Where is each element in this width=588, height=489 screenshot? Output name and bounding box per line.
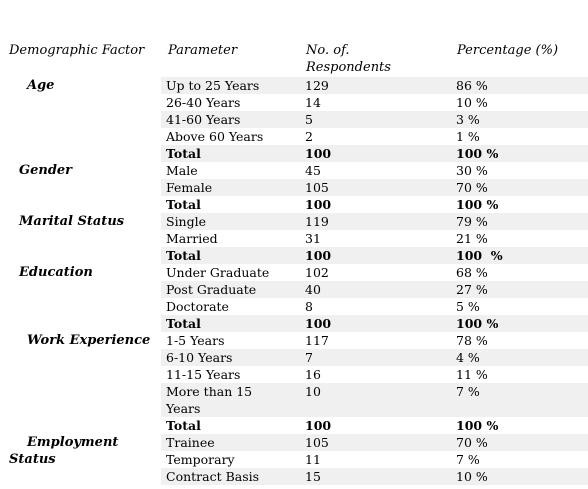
percentage-cell: 4 % (456, 350, 480, 365)
table-row-total (161, 247, 588, 264)
respondents-cell: 31 (305, 231, 321, 246)
parameter-cell: Up to 25 Years (166, 78, 260, 93)
respondents-cell: 45 (305, 163, 321, 178)
table-row-total (161, 196, 588, 213)
parameter-cell: Above 60 Years (166, 129, 264, 144)
respondents-cell: 100 (305, 146, 332, 161)
table-row (161, 434, 588, 451)
parameter-cell: Male (166, 163, 198, 178)
table-row (161, 264, 588, 281)
table-row (161, 94, 588, 111)
factor-gender: Gender (19, 163, 73, 178)
parameter-cell: Married (166, 231, 218, 246)
parameter-cell: Post Graduate (166, 282, 257, 297)
percentage-cell: 1 % (456, 129, 480, 144)
header-percentage: Percentage (%) (457, 43, 559, 58)
respondents-cell: 129 (305, 78, 329, 93)
factor-education: Education (19, 265, 93, 280)
respondents-cell: 8 (305, 299, 313, 314)
percentage-cell: 11 % (456, 367, 488, 382)
table-row (161, 366, 588, 383)
percentage-cell: 10 % (456, 469, 488, 484)
parameter-cell: Total (166, 316, 201, 331)
factor-age: Age (27, 78, 55, 93)
table-row (161, 128, 588, 145)
percentage-cell: 100 % (456, 248, 503, 263)
table-row (161, 77, 588, 94)
respondents-cell: 16 (305, 367, 321, 382)
parameter-cell: Total (166, 248, 201, 263)
percentage-cell: 70 % (456, 435, 488, 450)
percentage-cell: 7 % (456, 452, 480, 467)
percentage-cell: 7 % (456, 384, 480, 399)
percentage-cell: 21 % (456, 231, 488, 246)
parameter-cell: Total (166, 197, 201, 212)
respondents-cell: 100 (305, 418, 332, 433)
parameter-cell: Under Graduate (166, 265, 270, 280)
table-row (161, 179, 588, 196)
parameter-cell: 11-15 Years (166, 367, 241, 382)
respondents-cell: 119 (305, 214, 329, 229)
table-row-total (161, 145, 588, 162)
parameter-cell: More than 15 Years (166, 384, 253, 416)
parameter-cell: Trainee (166, 435, 215, 450)
respondents-cell: 7 (305, 350, 313, 365)
respondents-cell: 10 (305, 384, 321, 399)
parameter-cell: Doctorate (166, 299, 229, 314)
respondents-cell: 11 (305, 452, 321, 467)
parameter-cell: 41-60 Years (166, 112, 241, 127)
percentage-cell: 86 % (456, 78, 488, 93)
percentage-cell: 68 % (456, 265, 488, 280)
table-row (161, 281, 588, 298)
table-row (161, 298, 588, 315)
respondents-cell: 40 (305, 282, 321, 297)
percentage-cell: 100 % (456, 146, 499, 161)
percentage-cell: 30 % (456, 163, 488, 178)
table-row-total (161, 315, 588, 332)
parameter-cell: Temporary (166, 452, 235, 467)
percentage-cell: 100 % (456, 418, 499, 433)
table-row (161, 213, 588, 230)
table-row (161, 349, 588, 366)
table-row (161, 383, 588, 417)
percentage-cell: 78 % (456, 333, 488, 348)
respondents-cell: 5 (305, 112, 313, 127)
parameter-cell: Contract Basis (166, 469, 260, 484)
parameter-cell: Total (166, 418, 201, 433)
factor-work-experience: Work Experience (27, 333, 151, 348)
respondents-cell: 2 (305, 129, 313, 144)
table-row (161, 451, 588, 468)
respondents-cell: 14 (305, 95, 321, 110)
respondents-cell: 100 (305, 197, 332, 212)
table-row (161, 111, 588, 128)
percentage-cell: 10 % (456, 95, 488, 110)
parameter-cell: 6-10 Years (166, 350, 233, 365)
table-row (161, 332, 588, 349)
respondents-cell: 105 (305, 435, 329, 450)
percentage-cell: 70 % (456, 180, 488, 195)
respondents-cell: 100 (305, 248, 332, 263)
header-parameter: Parameter (168, 43, 238, 58)
header-demographic-factor: Demographic Factor (9, 43, 145, 58)
respondents-cell: 105 (305, 180, 329, 195)
table-row (161, 468, 588, 485)
percentage-cell: 27 % (456, 282, 488, 297)
percentage-cell: 5 % (456, 299, 480, 314)
header-respondents: No. of. Respondents (306, 43, 391, 75)
percentage-cell: 79 % (456, 214, 488, 229)
table-row (161, 230, 588, 247)
parameter-cell: 26-40 Years (166, 95, 241, 110)
percentage-cell: 3 % (456, 112, 480, 127)
factor-employment-status: Employment Status (9, 435, 119, 467)
percentage-cell: 100 % (456, 197, 499, 212)
respondents-cell: 117 (305, 333, 329, 348)
parameter-cell: Total (166, 146, 201, 161)
percentage-cell: 100 % (456, 316, 499, 331)
respondents-cell: 15 (305, 469, 321, 484)
respondents-cell: 102 (305, 265, 329, 280)
parameter-cell: Single (166, 214, 207, 229)
parameter-cell: Female (166, 180, 213, 195)
respondents-cell: 100 (305, 316, 332, 331)
table-row-total (161, 417, 588, 434)
parameter-cell: 1-5 Years (166, 333, 225, 348)
factor-marital-status: Marital Status (19, 214, 125, 229)
table-row (161, 162, 588, 179)
